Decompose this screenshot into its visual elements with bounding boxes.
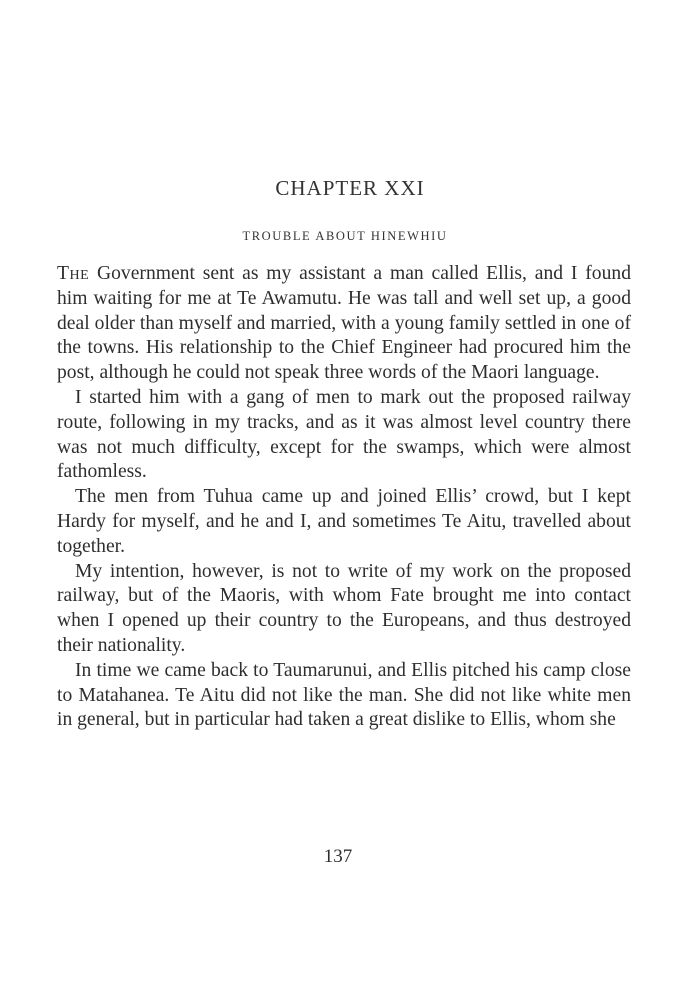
chapter-subtitle: TROUBLE ABOUT HINEWHIU — [242, 229, 448, 243]
paragraph-1 — [57, 262, 631, 386]
page-number: 137 — [323, 846, 353, 867]
paragraph-4: My intention, however, is not to write of my work on the proposed railway, but of the Maoris, with whom Fate brought me into contact when I opened up their country to the Europeans, and thus destroyed their nationality. — [57, 560, 631, 656]
paragraph-5: In time we came back to Taumarunui, and Ellis pitched his camp close to Matahanea. Te Aitu did not like the man. She did not like white men in general, but in particular had taken a great dislike to Ellis, whom she — [57, 659, 631, 731]
paragraph-3: The men from Tuhua came up and joined Ellis’ crowd, but I kept Hardy for myself, and he and I, and sometimes Te Aitu, travelled about together. — [57, 486, 631, 557]
paragraph-2: I started him with a gang of men to mark out the proposed railway route, following in my tracks, and as it was almost level country there was not much difficulty, except for the swamps, which were almost fathomless. — [57, 386, 631, 483]
chapter-title: CHAPTER XXI — [275, 176, 425, 200]
body-text — [57, 262, 631, 733]
paragraph-text: Government sent as my assistant a man called Ellis, and I found him waiting for me at Te Awamutu. He was tall and well set up, a good deal older than myself and married, with a young family settled in one of the towns. His relationship to the Chief Engineer had procured him the post, although he could not speak three words of the Maori language. — [57, 263, 631, 384]
paragraph-lead-word: The — [57, 263, 90, 284]
